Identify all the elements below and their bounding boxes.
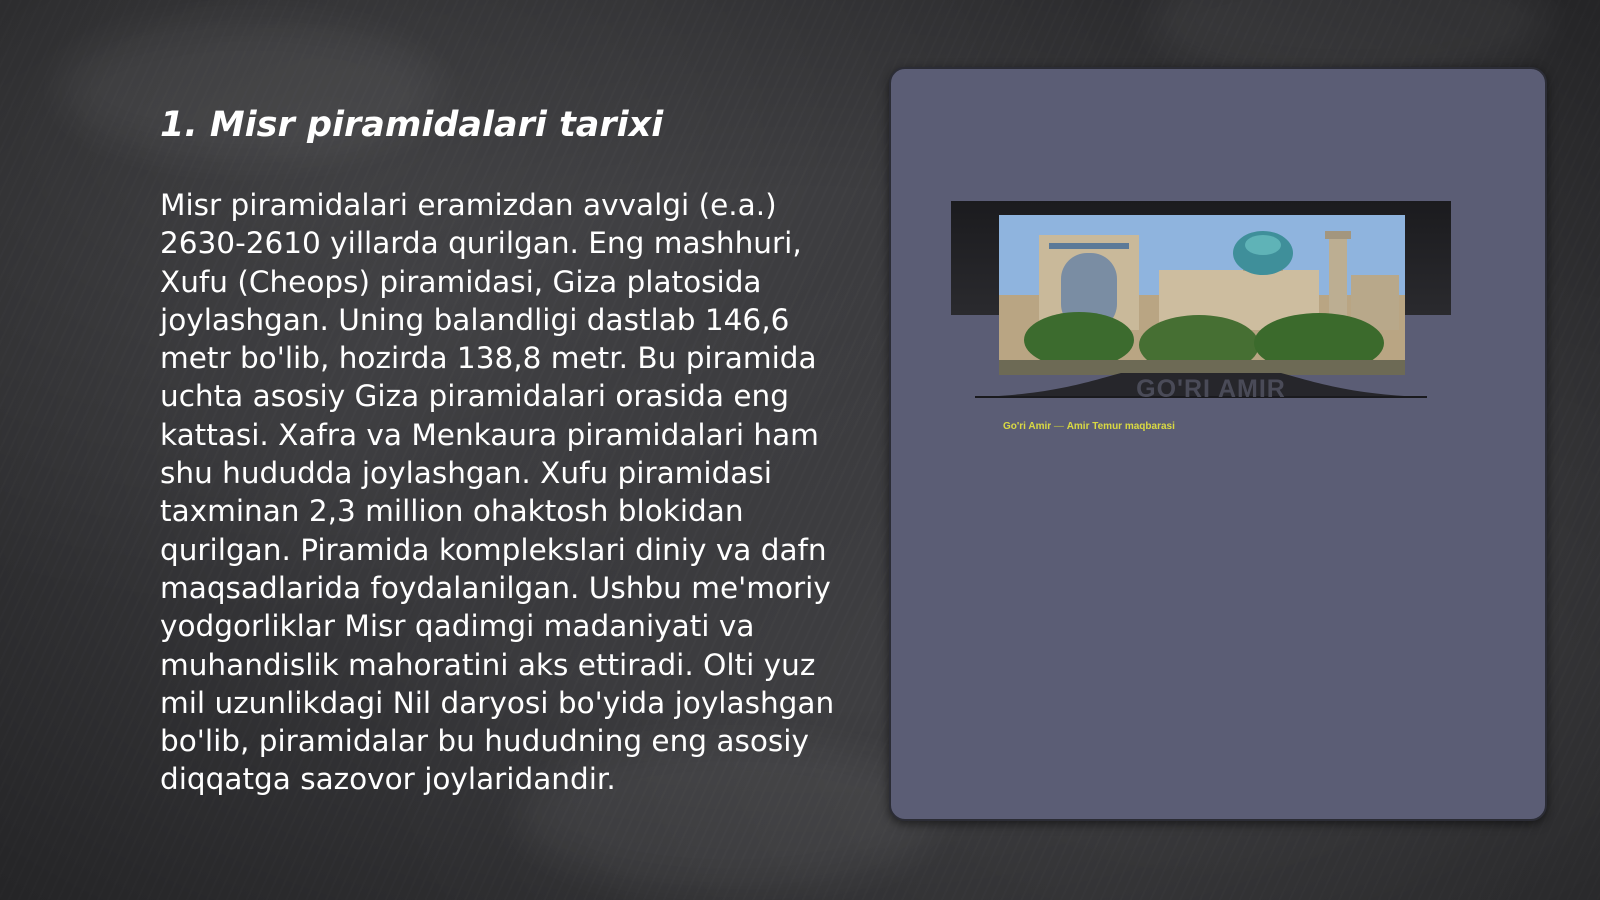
slide-body-text: Misr piramidalari eramizdan avvalgi (e.a.) 2630-2610 yillarda qurilgan. Eng mashhuri, Xufu (Cheops) piramidasi, Giza platosida joylashgan. Uning balandligi dastlab 146,6 metr bo'lib, hozirda 138,8 metr. Bu piramida uchta asosiy Giza piramidalari orasida eng kattasi. Xafra va Menkaura piramidalari ham shu hududda joylashgan. Xufu piramidasi taxminan 2,3 million ohaktosh blokidan qurilgan. Piramida komplekslari diniy va dafn maqsadlarida foydalanilgan. Ushbu me'moriy yodgorliklar Misr qadimgi madaniyati va muhandislik mahoratini aks ettiradi. Olti yuz mil uzunlikdagi Nil daryosi bo'yida joylashgan bo'lib, piramidalar bu hududning eng asosiy diqqatga sazovor joylaridandir.	[160, 188, 835, 797]
slide-title: 1. Misr piramidalari tarixi	[160, 105, 664, 145]
document-text: Go'ri Amir — Amir Temur maqbarasi	[1003, 421, 1175, 432]
embedded-document-image	[951, 201, 1451, 561]
document-highlight: Amir Temur maqbarasi	[1066, 421, 1175, 432]
mausoleum-photo	[999, 215, 1405, 375]
mausoleum-illustration	[999, 215, 1405, 375]
picture-panel[interactable]	[889, 67, 1547, 821]
caption-title: GO'RI AMIR	[1136, 375, 1286, 403]
document-lead-term: Go'ri Amir	[1003, 421, 1052, 432]
